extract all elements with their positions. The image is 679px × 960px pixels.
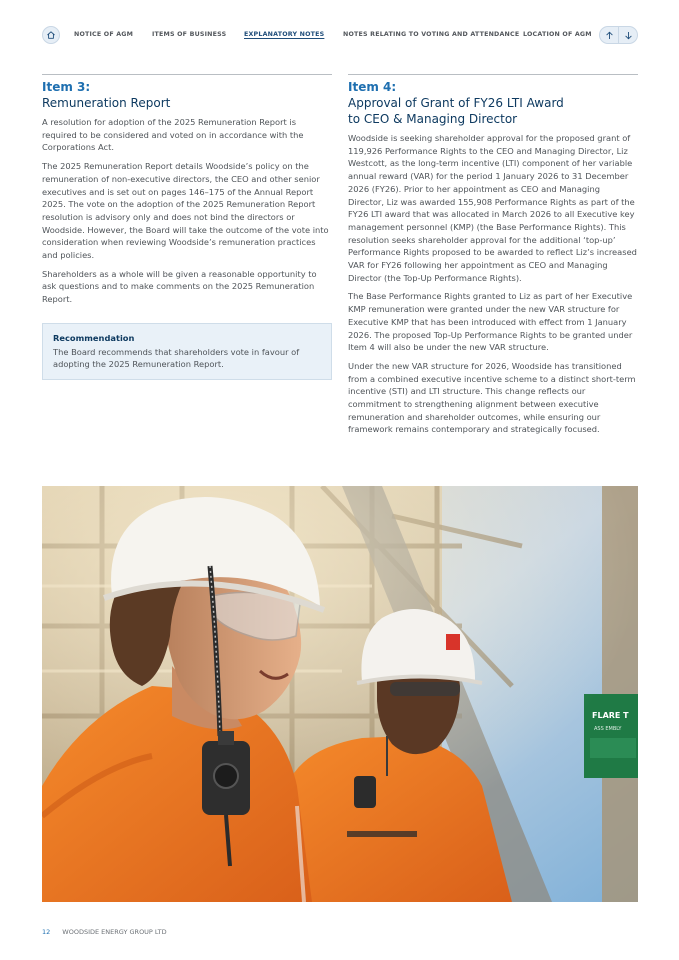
item-4-paragraph-2: The Base Performance Rights granted to Liz as part of her Executive KMP remuneration were granted under the new VAR structure for Executive KMP that has been introduced with effect from 1 January 2026. The proposed Top-Up Performance Rights to be granted under Item 4 will also be under the new VAR structure. [348, 291, 633, 353]
item-3-number: Item 3: [42, 80, 91, 94]
page-footer [42, 928, 167, 936]
item-3-paragraph-1: A resolution for adoption of the 2025 Remuneration Report is required to be considered and voted on in accordance with the Corporations Act. [42, 117, 304, 153]
worker-2-glasses [390, 682, 460, 696]
workers-photo [42, 486, 638, 902]
item-3-section [42, 74, 332, 380]
item-3-paragraph-2: The 2025 Remuneration Report details Woodside’s policy on the remuneration of non-executive directors, the CEO and other senior executives and is set out on pages 146–175 of the Annual Report 2025. The vote on the adoption of the 2025 Remuneration Report resolution is advisory only and does not bind the directors or Woodside. However, the Board will take the outcome of the vote into consideration when reviewing Woodside’s remuneration practices and policies. [42, 161, 329, 261]
home-button[interactable] [42, 26, 60, 44]
nav-notice-of-agm[interactable]: NOTICE OF AGM [74, 31, 134, 38]
item-4-section [348, 74, 638, 442]
top-navigation [42, 26, 638, 44]
previous-page-button[interactable] [600, 27, 618, 43]
company-name: WOODSIDE ENERGY GROUP LTD [62, 928, 167, 936]
item-3-title: Remuneration Report [42, 96, 171, 110]
item-4-number: Item 4: [348, 80, 397, 94]
item-4-paragraph-1: Woodside is seeking shareholder approval for the proposed grant of 119,926 Performance Rights to the CEO and Managing Director, Liz Westcott, as the long-term incentive (LTI) component of her variable annual reward (VAR) for the period 1 January 2026 to 31 December 2026 (FY26). Prior to her appointment as CEO and Managing Director, Liz was awarded 155,908 Performance Rights as part of the FY26 LTI award that was allocated in March 2026 to all Executive key management personnel (KMP) (the Base Performance Rights). This resolution seeks shareholder approval for the additional ‘top-up’ Performance Rights proposed to be awarded to reflect Liz’s increased VAR for FY26 following her appointment as CEO and Managing Director (the Top-Up Performance Rights). [348, 133, 637, 283]
nav-explanatory-notes[interactable]: EXPLANATORY NOTES [244, 31, 325, 38]
recommendation-text: The Board recommends that shareholders vote in favour of adopting the 2025 Remuneration Report. [53, 346, 300, 370]
home-icon [46, 30, 56, 40]
recommendation-box [42, 323, 332, 380]
arrow-up-icon [605, 31, 614, 40]
nav-notes-voting-attendance[interactable]: NOTES RELATING TO VOTING AND ATTENDANCE [343, 31, 520, 38]
nav-location-of-agm[interactable]: LOCATION OF AGM [523, 31, 592, 38]
item-4-paragraph-3: Under the new VAR structure for 2026, Woodside has transitioned from a combined executive incentive scheme to a distinct short-term incentive (STI) and LTI structure. This change reflects our commitment to strengthening alignment between executive remuneration and shareholder outcomes, while ensuring our framework remains contemporary and strategically focused. [348, 360, 636, 435]
item-3-paragraph-3: Shareholders as a whole will be given a reasonable opportunity to ask questions and to make comments on the 2025 Remuneration Report. [42, 268, 317, 305]
next-page-button[interactable] [618, 27, 637, 43]
arrow-down-icon [624, 31, 633, 40]
worker-2-radio [354, 776, 376, 808]
nav-items-of-business[interactable]: ITEMS OF BUSINESS [152, 31, 227, 38]
item-4-title: Approval of Grant of FY26 LTI Award to CEO & Managing Director [348, 96, 564, 126]
page-arrows [599, 26, 638, 44]
worker-2-helmet-logo [446, 634, 460, 650]
recommendation-title: Recommendation [53, 332, 135, 343]
page-number: 12 [42, 928, 51, 936]
